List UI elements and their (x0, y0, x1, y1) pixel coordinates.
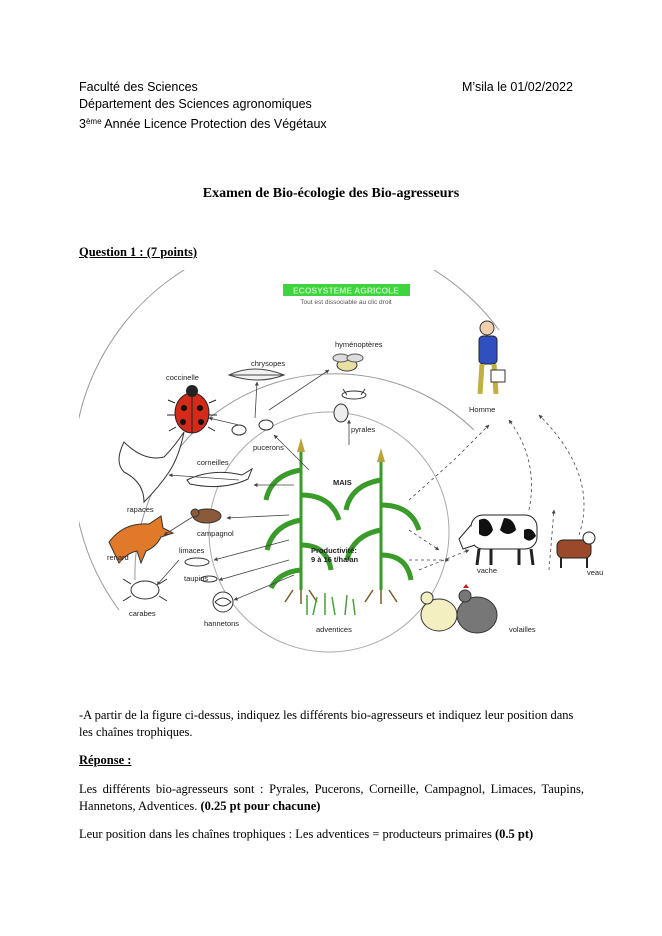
crow-icon (187, 469, 252, 487)
label-carabes: carabes (129, 609, 156, 618)
maize-plants (266, 438, 419, 604)
year-sup: ème (85, 117, 102, 126)
label-pucerons: pucerons (253, 443, 284, 452)
man-icon (479, 321, 505, 394)
agro-ecosystem-figure (79, 270, 622, 665)
label-taupins: taupins (184, 574, 209, 583)
reponse-label: Réponse : (79, 753, 132, 767)
ground-beetle-icon (123, 579, 167, 601)
label-hymenopteres: hyménoptères (335, 340, 383, 349)
label-vache: vache (477, 566, 498, 575)
ladybug-icon (167, 385, 217, 433)
adventices-plants (307, 593, 355, 615)
label-adventices: adventices (316, 625, 352, 634)
answer-2 (79, 826, 584, 843)
pyrale-icon (334, 389, 366, 422)
cockchafer-icon (213, 592, 233, 612)
department-line: Département des Sciences agronomiques (79, 97, 312, 111)
answer-1-points: (0.25 pt pour chacune) (200, 799, 321, 813)
faculty-line: Faculté des Sciences (79, 80, 198, 94)
inner-circle (209, 412, 449, 652)
cow-icon (459, 515, 537, 565)
answer-2-text: Leur position dans les chaînes trophiques : Les adventices = producteurs primaires (79, 827, 495, 841)
question-1-heading: Question 1 : (7 points) (79, 245, 198, 259)
answer-1 (79, 781, 584, 815)
label-volailles: volailles (509, 625, 536, 634)
label-mais: MAIS (333, 478, 352, 487)
answer-2-points: (0.5 pt) (494, 827, 534, 841)
label-renard: renard (107, 553, 129, 562)
vole-icon (191, 509, 221, 523)
label-productivite: Productivité: (311, 546, 357, 555)
label-campagnol: campagnol (197, 529, 234, 538)
instruction-text: -A partir de la figure ci-dessus, indiquez les différents bio-agresseurs et indiquez leur position dans les chaînes trophiques. (79, 708, 574, 739)
label-hannetons: hannetons (204, 619, 240, 628)
chrysope-icon (229, 369, 284, 380)
place-date: M’sila le 01/02/2022 (462, 80, 573, 94)
exam-title: Examen de Bio-écologie des Bio-agresseurs (202, 186, 460, 201)
banner-subtitle: Tout est dissociable au clic droit (300, 299, 392, 306)
label-limaces: limaces (179, 546, 205, 555)
label-chrysopes: chrysopes (251, 359, 286, 368)
year-rest: Année Licence Protection des Végétaux (101, 117, 327, 131)
banner-title: ECOSYSTEME AGRICOLE (293, 285, 399, 296)
year-line (79, 113, 327, 133)
calf-icon (557, 532, 595, 568)
label-veau: veau (587, 568, 604, 577)
label-rapaces: rapaces (127, 505, 154, 514)
answer-1-text: Les différents bio-agresseurs sont : Pyrales, Pucerons, Corneille, Campagnol, Limaces, Taupins, Hannetons, Adventices. (79, 782, 584, 813)
aphid-icon (232, 420, 273, 435)
wasp-icon (333, 354, 363, 371)
label-homme: Homme (469, 405, 496, 414)
header-left (79, 79, 327, 133)
label-coccinelle: coccinelle (166, 373, 199, 382)
slug-icon (185, 558, 209, 566)
label-corneilles: corneilles (197, 458, 229, 467)
label-productivite-val: 9 à 16 t/ha/an (311, 555, 359, 564)
label-pyrales: pyrales (351, 425, 376, 434)
raptor-icon (119, 432, 184, 502)
poultry-icon (421, 584, 497, 633)
ecosystem-diagram (79, 270, 622, 665)
year-prefix: 3 (79, 117, 86, 131)
